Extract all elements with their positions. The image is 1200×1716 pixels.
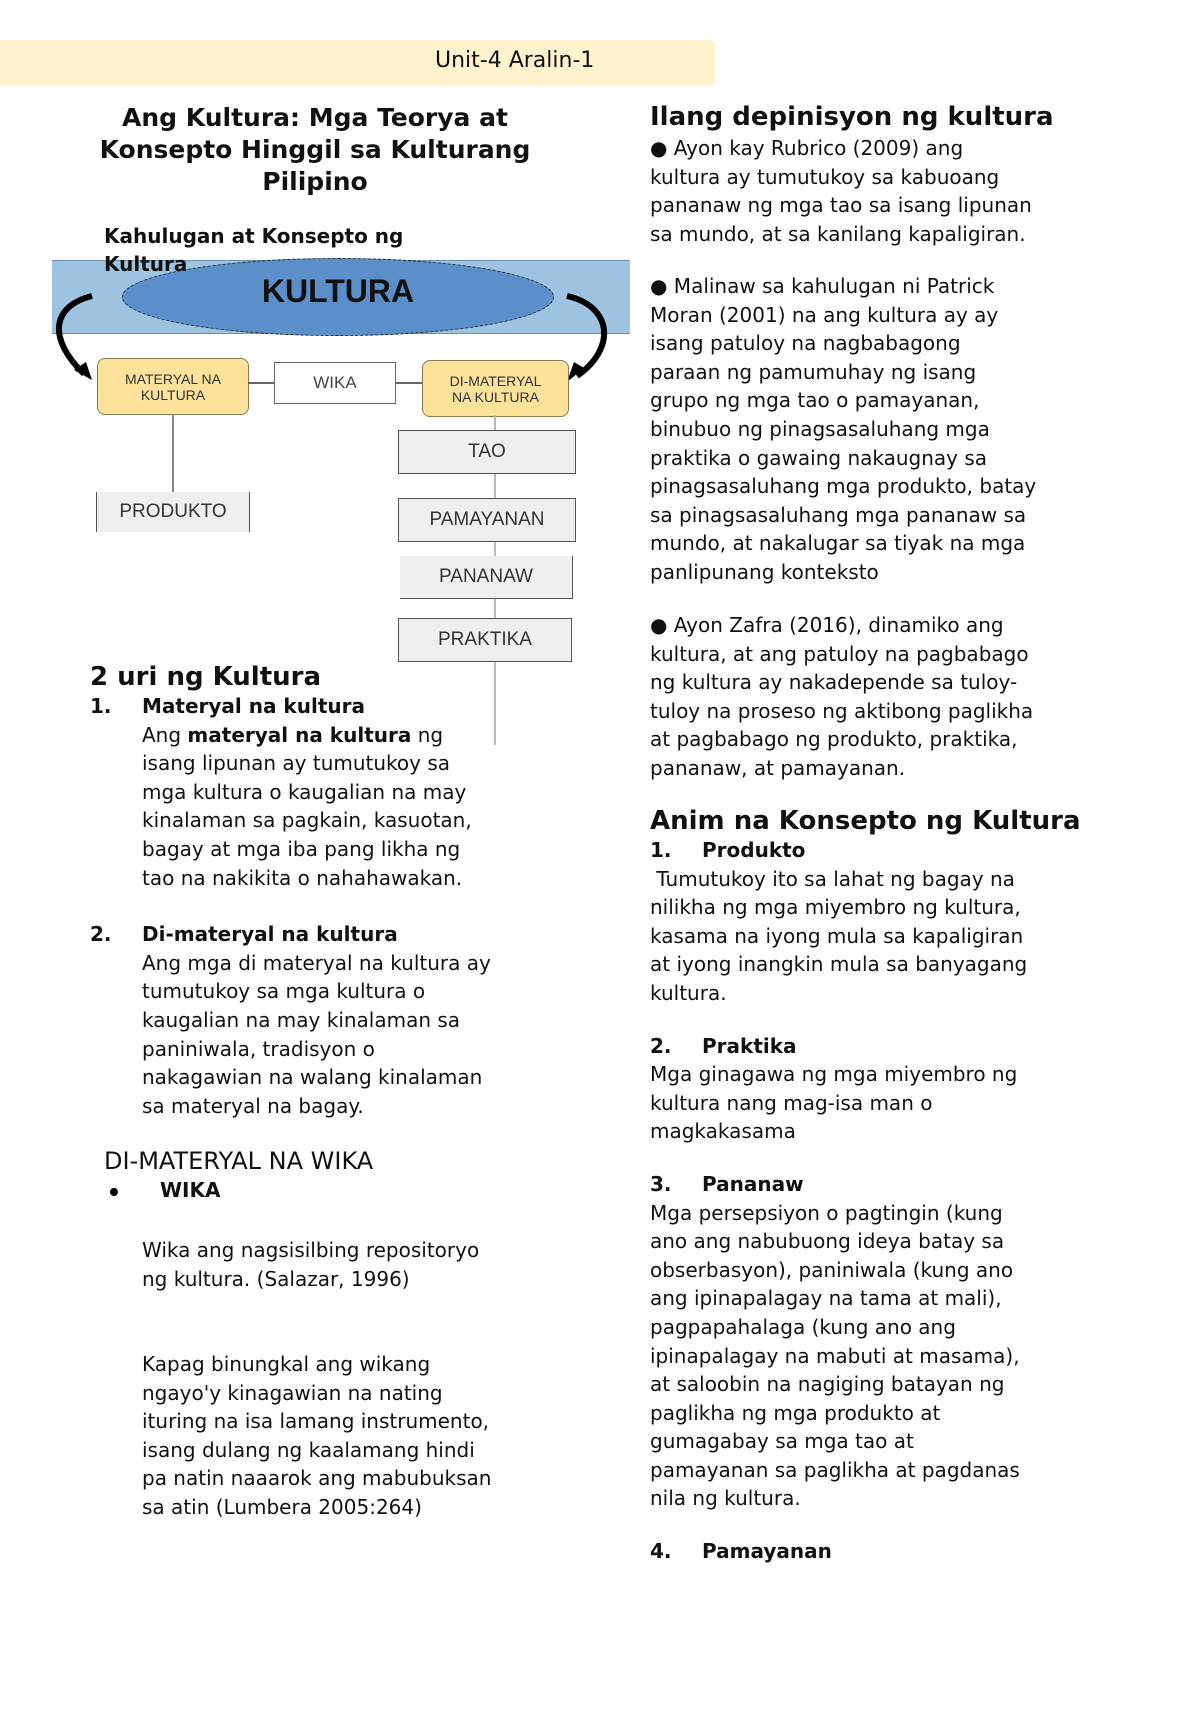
text-line: ng kultura. (Salazar, 1996): [142, 1266, 410, 1291]
text-line: kinalaman sa pagkain, kasuotan,: [142, 808, 472, 833]
text-line: at saloobin na nagiging batayan ng: [650, 1372, 1005, 1397]
text-line: pananaw, at pamayanan.: [650, 755, 906, 780]
text-line: kultura, at ang patuloy na pagbabago: [650, 641, 1029, 666]
text-line: Mga persepsiyon o pagtingin (kung: [650, 1200, 1003, 1225]
text-line: at pagbabago ng produkto, praktika,: [650, 727, 1018, 752]
item-body: [90, 721, 590, 893]
concept-item-produkto: [650, 836, 1120, 1008]
item-body: [90, 949, 590, 1121]
definition-rubrico: [650, 134, 1110, 248]
text-line: Ang mga di materyal na kultura ay: [142, 950, 491, 975]
unit-label: Unit-4 Aralin-1: [435, 48, 595, 73]
tao-label: TAO: [468, 441, 506, 462]
text-line: paniniwala, tradisyon o: [142, 1036, 375, 1061]
text-line: tumutukoy sa mga kultura o: [142, 979, 426, 1004]
text-line: tuloy na proseso ng aktibong paglikha: [650, 698, 1034, 723]
text-span: Ang: [142, 722, 188, 747]
text-line: ang ipinapalagay na tama at mali),: [650, 1286, 1002, 1311]
kultura-diagram: [52, 258, 630, 668]
title-line: Pilipino: [262, 167, 368, 196]
unit-header-band: [0, 40, 715, 86]
text-line: Mga ginagawa ng mga miyembro ng: [650, 1062, 1018, 1087]
text-line: pa natin naaarok ang mabubuksan: [142, 1466, 492, 1491]
item-title: Pananaw: [702, 1171, 804, 1196]
concept-item-pananaw: [650, 1170, 1120, 1513]
text-line: pananaw ng mga tao sa isang lipunan: [650, 193, 1032, 218]
box-line: DI-MATERYAL: [449, 372, 542, 389]
concept-item-pamayanan: [650, 1537, 1120, 1566]
item-number: 4.: [650, 1539, 672, 1564]
text-line: at iyong inangkin mula sa banyagang: [650, 952, 1028, 977]
text-line: Wika ang nagsisilbing repositoryo: [142, 1238, 480, 1262]
text-line: sa atin (Lumbera 2005:264): [142, 1494, 422, 1519]
text-line: Moran (2001) na ang kultura ay ay: [650, 302, 999, 327]
wika-paragraph-2: [142, 1350, 582, 1522]
item-title: Materyal na kultura: [142, 694, 365, 718]
text-line: obserbasyon), paniniwala (kung ano: [650, 1257, 1014, 1282]
text-line: ituring na isa lamang instrumento,: [142, 1409, 490, 1434]
text-line: kaugalian na may kinalaman sa: [142, 1007, 461, 1032]
item-title: Pamayanan: [702, 1539, 832, 1564]
connector-line: [395, 382, 425, 384]
text-line: ng kultura ay nakadepende sa tuloy-: [650, 670, 1018, 695]
text-line: ano ang nabubuong ideya batay sa: [650, 1229, 1005, 1254]
text-line: isang dulang ng kaalamang hindi: [142, 1437, 475, 1462]
text-line: praktika o gawaing nakaugnay sa: [650, 445, 988, 470]
item-title: Produkto: [702, 838, 806, 862]
types-list: [90, 692, 590, 1120]
text-line: Kapag binungkal ang wikang: [142, 1352, 431, 1376]
text-line: panlipunang konteksto: [650, 559, 879, 584]
text-line: kultura.: [650, 980, 727, 1005]
text-line: sa pinagsasaluhang mga pananaw sa: [650, 502, 1027, 527]
text-line: sa materyal na bagay.: [142, 1093, 364, 1118]
text-line: kultura nang mag-isa man o: [650, 1090, 933, 1115]
page-title: [80, 102, 550, 198]
wika-heading: DI-MATERYAL NA WIKA: [104, 1147, 374, 1175]
definition-moran: [650, 272, 1110, 587]
item-number: 1.: [90, 694, 112, 718]
text-line: nakagawian na walang kinalaman: [142, 1065, 483, 1090]
text-line: paglikha ng mga produkto at: [650, 1400, 941, 1425]
title-line: Konsepto Hinggil sa Kulturang: [99, 135, 531, 164]
pamayanan-label: PAMAYANAN: [429, 509, 545, 530]
text-line: Tumutukoy ito sa lahat ng bagay na: [650, 866, 1015, 891]
item-number: 1.: [650, 838, 672, 862]
concepts-heading: Anim na Konsepto ng Kultura: [650, 806, 1081, 836]
text-line: pinagsasaluhang mga produkto, batay: [650, 474, 1037, 499]
bullet-label: WIKA: [160, 1178, 221, 1202]
text-line: gumagabay sa mga tao at: [650, 1429, 914, 1454]
text-line: pamayanan sa paglikha at pagdanas: [650, 1457, 1020, 1482]
text-line: paraan ng pamumuhay ng isang: [650, 359, 977, 384]
subtitle-line: Kultura: [104, 252, 188, 276]
concept-item-praktika: [650, 1032, 1120, 1146]
text-line: ngayo'y kinagawian na nating: [142, 1380, 443, 1405]
text-line: kultura ay tumutukoy sa kabuoang: [650, 164, 1000, 189]
section-subtitle: [104, 222, 504, 278]
wika-box: [274, 362, 396, 404]
text-line: ipinapalagay na mabuti at masama),: [650, 1343, 1020, 1368]
text-line: nila ng kultura.: [650, 1486, 801, 1511]
box-line: MATERYAL NA: [125, 370, 221, 387]
item-number: 2.: [90, 922, 112, 947]
title-line: Ang Kultura: Mga Teorya at: [122, 103, 508, 132]
box-line: KULTURA: [140, 386, 206, 403]
text-line: mga kultura o kaugalian na may: [142, 779, 467, 804]
pananaw-box: [400, 556, 573, 599]
text-line: kasama na iyong mula sa kapaligiran: [650, 923, 1024, 948]
pananaw-label: PANANAW: [439, 566, 533, 587]
definitions-heading: Ilang depinisyon ng kultura: [650, 102, 1054, 132]
text-span: ng: [411, 722, 444, 747]
text-line: isang lipunan ay tumutukoy sa: [142, 751, 451, 776]
wika-bullet-item: [110, 1176, 220, 1204]
kultura-label: KULTURA: [261, 273, 415, 309]
bullet-icon: [110, 1188, 118, 1196]
wika-paragraph-1: [142, 1236, 582, 1293]
text-line: isang patuloy na nagbabagong: [650, 331, 961, 356]
praktika-box: [398, 618, 572, 662]
item-number: 2.: [650, 1033, 672, 1058]
definition-zafra: [650, 611, 1110, 783]
text-line: binubuo ng pinagsasaluhang mga: [650, 416, 990, 441]
text-line: ● Ayon kay Rubrico (2009) ang: [650, 136, 964, 160]
type-item: [90, 692, 590, 892]
bold-span: materyal na kultura: [187, 722, 412, 747]
text-line: bagay at mga iba pang likha ng: [142, 836, 461, 861]
box-line: NA KULTURA: [452, 388, 539, 405]
item-title: Praktika: [702, 1033, 797, 1058]
text-line: ● Ayon Zafra (2016), dinamiko ang: [650, 613, 1004, 637]
type-item: [90, 920, 590, 1120]
subtitle-line: Kahulugan at Konsepto ng: [104, 224, 404, 248]
concepts-list: [650, 836, 1120, 1566]
text-line: nilikha ng mga miyembro ng kultura,: [650, 895, 1021, 920]
text-line: ● Malinaw sa kahulugan ni Patrick: [650, 274, 995, 298]
connector-line: [172, 414, 174, 492]
tao-box: [398, 430, 576, 474]
text-line: tao na nakikita o nahahawakan.: [142, 865, 463, 890]
wika-label: WIKA: [313, 373, 357, 392]
pamayanan-box: [398, 498, 576, 542]
materyal-box: [97, 358, 249, 415]
text-line: sa mundo, at sa kanilang kapaligiran.: [650, 221, 1026, 246]
text-line: grupo ng mga tao o pamayanan,: [650, 388, 980, 413]
text-line: magkakasama: [650, 1119, 796, 1144]
produkto-box: [96, 492, 250, 532]
praktika-label: PRAKTIKA: [438, 629, 532, 650]
text-line: pagpapahalaga (kung ano ang: [650, 1314, 956, 1339]
text-line: mundo, at nakalugar sa tiyak na mga: [650, 531, 1026, 556]
item-number: 3.: [650, 1171, 672, 1196]
types-heading: 2 uri ng Kultura: [90, 662, 322, 692]
item-title: Di-materyal na kultura: [142, 922, 398, 947]
di-materyal-box: [422, 360, 569, 417]
produkto-label: PRODUKTO: [119, 501, 227, 522]
